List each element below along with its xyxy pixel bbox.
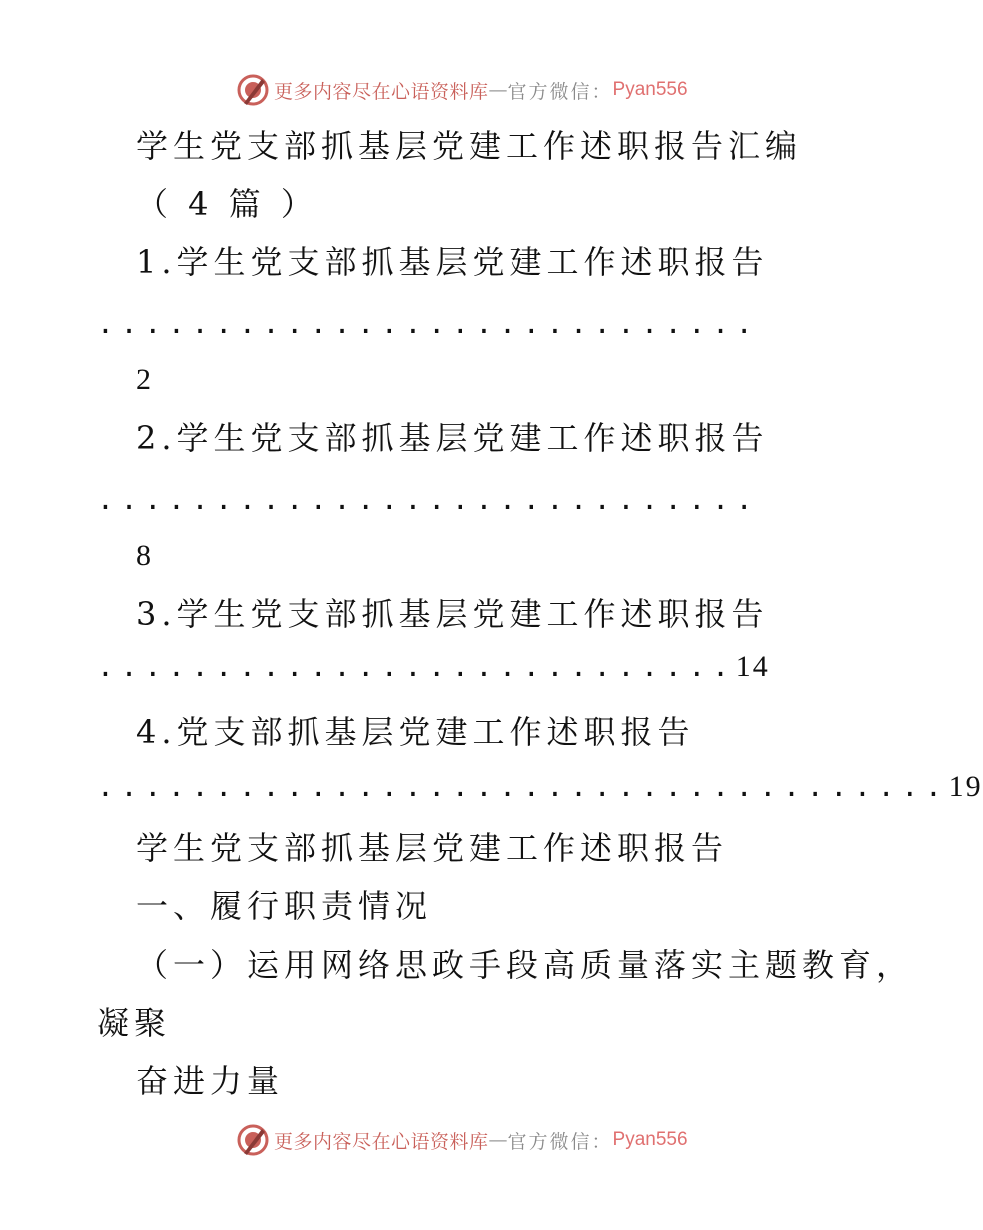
toc-entry-3-title: 3.学生党支部抓基层党建工作述职报告 <box>136 595 769 633</box>
document-title: 学生党支部抓基层党建工作述职报告汇编 <box>136 127 803 165</box>
toc-entry-2-title: 2.学生党支部抓基层党建工作述职报告 <box>136 419 769 457</box>
watermark-label: 官方微信： <box>507 1130 613 1153</box>
watermark-footer <box>236 1122 688 1158</box>
watermark-dash: — <box>488 1129 508 1151</box>
toc-entry-1-page: 2 <box>136 363 153 396</box>
toc-entry-4-page: 19 <box>948 770 983 803</box>
toc-entry-3-page: 14 <box>735 650 770 683</box>
watermark-main-text: 更多内容尽在心语资料库 <box>274 80 489 103</box>
subheading-1-part1: （一）运用网络思政手段高质量落实主题教育， <box>136 946 914 984</box>
section-title: 学生党支部抓基层党建工作述职报告 <box>136 829 729 867</box>
toc-entry-2-leader: ............................ <box>97 483 760 516</box>
pen-logo-icon <box>236 73 270 107</box>
toc-entry-1-title: 1.学生党支部抓基层党建工作述职报告 <box>136 243 769 281</box>
subheading-1-part2: 凝聚 <box>97 1004 172 1042</box>
toc-entry-1-leader: ............................ <box>97 307 760 340</box>
toc-entry-3-leader-row <box>97 650 770 684</box>
watermark-id: Pyan556 <box>612 1129 688 1150</box>
watermark-main-text: 更多内容尽在心语资料库 <box>274 1130 489 1153</box>
watermark-dash: — <box>488 79 508 101</box>
toc-entry-3-leader: ........................... <box>97 650 736 683</box>
toc-entry-4-leader-row <box>97 770 983 804</box>
subheading-1-part3: 奋进力量 <box>136 1062 285 1100</box>
watermark-id: Pyan556 <box>612 79 688 100</box>
watermark-label: 官方微信： <box>507 80 613 103</box>
heading-1: 一、履行职责情况 <box>136 887 433 925</box>
toc-entry-4-title: 4.党支部抓基层党建工作述职报告 <box>136 713 695 751</box>
watermark-header <box>236 72 688 108</box>
toc-entry-2-page: 8 <box>136 539 153 572</box>
document-count: （ 4 篇 ） <box>136 185 318 223</box>
toc-entry-4-leader: .................................... <box>97 770 949 803</box>
pen-logo-icon <box>236 1123 270 1157</box>
